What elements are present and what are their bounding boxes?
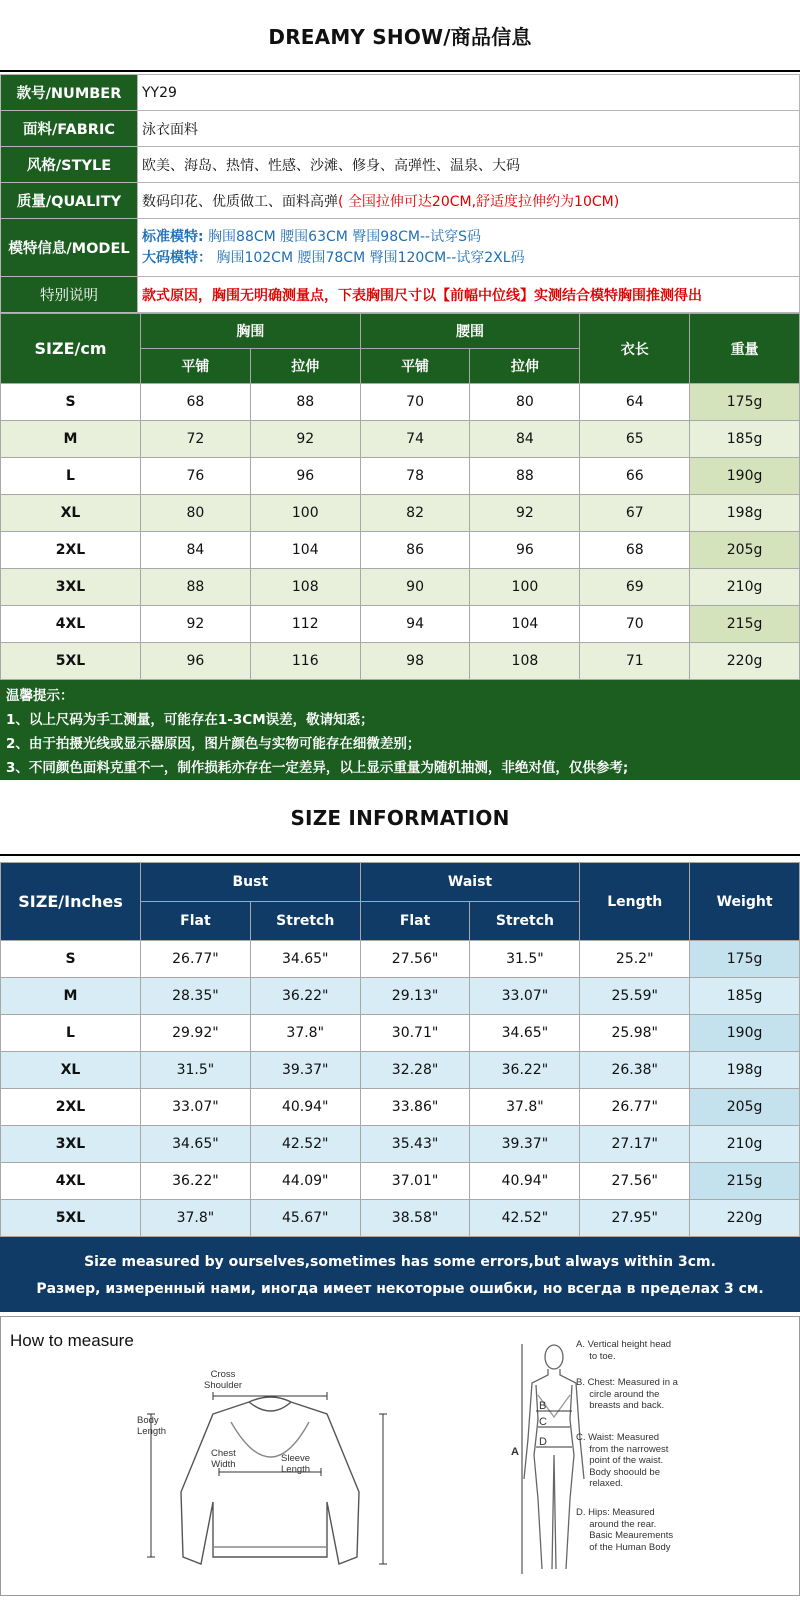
length-cell: 71 [580,643,690,680]
waist-flat-cell: 82 [360,495,470,532]
length-cell: 25.2" [580,941,690,978]
table-row [1,1015,800,1052]
length-cell: 64 [580,384,690,421]
waist-flat-cell: 86 [360,532,470,569]
tips-line: 1、以上尺码为手工测量，可能存在1-3CM误差，敬请知悉； [6,712,374,728]
waist-stretch-cell: 39.37" [470,1126,580,1163]
info-value: 泳衣面料 [138,111,800,147]
bust-stretch-cell: 112 [250,606,360,643]
section-title: SIZE INFORMATION [290,806,510,830]
waist-flat-cell: 27.56" [360,941,470,978]
bust-flat-cell: 31.5" [141,1052,251,1089]
info-label: 质量/QUALITY [1,183,138,219]
flat-header: Flat [141,902,251,941]
size-cell: 4XL [1,606,141,643]
weight-cell: 205g [690,532,800,569]
size-header: SIZE/cm [1,314,141,384]
stretch-header: 拉伸 [470,349,580,384]
tips-line: 2、由于拍摄光线或显示器原因，图片颜色与实物可能存在细微差别； [6,736,421,752]
info-label: 特别说明 [1,277,138,313]
waist-flat-cell: 78 [360,458,470,495]
table-row [1,1163,800,1200]
weight-cell: 205g [690,1089,800,1126]
info-row-number [1,75,800,111]
info-label: 风格/STYLE [1,147,138,183]
model-standard-label: 标准模特: [142,228,204,245]
bust-stretch-cell: 45.67" [250,1200,360,1237]
bust-stretch-cell: 96 [250,458,360,495]
waist-flat-cell: 94 [360,606,470,643]
note-b: B. Chest: Measured in a circle around the breasts and back. [576,1377,678,1411]
model-info [138,219,800,277]
model-standard-value: 胸围88CM 腰围63CM 臀围98CM--试穿S码 [203,228,481,245]
special-note: 款式原因，胸围无明确测量点，下表胸围尺寸以【前幅中位线】实测结合模特胸围推测得出 [138,277,800,313]
waist-stretch-cell: 84 [470,421,580,458]
bust-flat-cell: 72 [141,421,251,458]
weight-cell: 215g [690,606,800,643]
length-cell: 68 [580,532,690,569]
waist-flat-cell: 98 [360,643,470,680]
divider [0,70,800,72]
size-cell: L [1,1015,141,1052]
cross-shoulder-label: Cross Shoulder [204,1369,243,1391]
bust-flat-cell: 34.65" [141,1126,251,1163]
weight-cell: 190g [690,458,800,495]
bust-stretch-cell: 34.65" [250,941,360,978]
bust-flat-cell: 26.77" [141,941,251,978]
waist-stretch-cell: 31.5" [470,941,580,978]
disclaimer-en: Size measured by ourselves,sometimes has some errors,but always within 3cm. [84,1254,716,1270]
table-row [1,1089,800,1126]
table-row [1,495,800,532]
waist-stretch-cell: 33.07" [470,978,580,1015]
table-row [1,941,800,978]
size-header: SIZE/Inches [1,863,141,941]
weight-cell: 198g [690,1052,800,1089]
size-cell: XL [1,1052,141,1089]
bust-stretch-cell: 100 [250,495,360,532]
body-length-label: Body Length [137,1415,167,1437]
bust-flat-cell: 96 [141,643,251,680]
size-table-cm [0,313,800,680]
info-label: 模特信息/MODEL [1,219,138,277]
bust-flat-cell: 37.8" [141,1200,251,1237]
length-cell: 66 [580,458,690,495]
weight-cell: 190g [690,1015,800,1052]
how-to-measure-title: How to measure [10,1331,134,1350]
table-row [1,532,800,569]
length-cell: 65 [580,421,690,458]
waist-header: 腰围 [360,314,580,349]
sleeve-length-label: Sleeve Length [281,1453,311,1475]
table-row [1,569,800,606]
size-cell: L [1,458,141,495]
length-cell: 67 [580,495,690,532]
bust-flat-cell: 76 [141,458,251,495]
waist-stretch-cell: 108 [470,643,580,680]
how-to-measure-panel [0,1316,800,1596]
weight-cell: 220g [690,643,800,680]
quality-note: ( 全国拉伸可达20CM,舒适度拉伸约为10CM) [338,193,620,210]
quality-text: 数码印花、优质做工、面料高弹 [142,193,338,210]
waist-flat-cell: 29.13" [360,978,470,1015]
stretch-header: Stretch [250,902,360,941]
bust-stretch-cell: 92 [250,421,360,458]
flat-header: 平铺 [360,349,470,384]
stretch-header: 拉伸 [250,349,360,384]
size-table-inches [0,862,800,1237]
table-row [1,978,800,1015]
table-row [1,384,800,421]
note-a: A. Vertical height head to toe. [576,1339,672,1362]
waist-stretch-cell: 96 [470,532,580,569]
info-value: 欧美、海岛、热情、性感、沙滩、修身、高弹性、温泉、大码 [138,147,800,183]
waist-header: Waist [360,863,580,902]
weight-header: Weight [690,863,800,941]
measurement-disclaimer [0,1237,800,1312]
size-cell: 4XL [1,1163,141,1200]
waist-stretch-cell: 88 [470,458,580,495]
size-cell: XL [1,495,141,532]
length-cell: 26.77" [580,1089,690,1126]
note-d: D. Hips: Measured around the rear. Basic Meaurements of the Human Body [576,1507,674,1553]
page-title: DREAMY SHOW/商品信息 [268,24,532,49]
table-row [1,421,800,458]
model-plus-value: 胸围102CM 腰围78CM 臀围120CM--试穿2XL码 [212,249,525,266]
bust-flat-cell: 33.07" [141,1089,251,1126]
table-row [1,643,800,680]
info-label: 面料/FABRIC [1,111,138,147]
waist-stretch-cell: 34.65" [470,1015,580,1052]
bust-header: 胸围 [141,314,361,349]
waist-stretch-cell: 92 [470,495,580,532]
weight-cell: 210g [690,1126,800,1163]
waist-flat-cell: 30.71" [360,1015,470,1052]
weight-cell: 175g [690,941,800,978]
length-cell: 70 [580,606,690,643]
weight-cell: 185g [690,421,800,458]
size-cell: 2XL [1,532,141,569]
bust-stretch-cell: 39.37" [250,1052,360,1089]
weight-header: 重量 [690,314,800,384]
length-cell: 27.56" [580,1163,690,1200]
bust-flat-cell: 29.92" [141,1015,251,1052]
size-cell: M [1,978,141,1015]
length-cell: 27.95" [580,1200,690,1237]
weight-cell: 198g [690,495,800,532]
note-c: C. Waist: Measured from the narrowest point of the waist. Body shoould be relaxed. [576,1432,669,1489]
size-cell: 5XL [1,1200,141,1237]
bust-stretch-cell: 108 [250,569,360,606]
bust-flat-cell: 68 [141,384,251,421]
length-cell: 27.17" [580,1126,690,1163]
product-info-table [0,74,800,313]
bust-stretch-cell: 37.8" [250,1015,360,1052]
size-cell: 2XL [1,1089,141,1126]
waist-flat-cell: 32.28" [360,1052,470,1089]
flat-header: Flat [360,902,470,941]
waist-stretch-cell: 40.94" [470,1163,580,1200]
waist-flat-cell: 74 [360,421,470,458]
tips-line: 3、不同颜色面料克重不一，制作损耗亦存在一定差异，以上显示重量为随机抽测，非绝对值，仅供参考; [6,760,629,776]
letter-c: C [539,1416,547,1428]
bust-flat-cell: 92 [141,606,251,643]
waist-flat-cell: 37.01" [360,1163,470,1200]
flat-header: 平铺 [141,349,251,384]
waist-flat-cell: 90 [360,569,470,606]
bust-stretch-cell: 88 [250,384,360,421]
info-value: YY29 [138,75,800,111]
size-cell: S [1,941,141,978]
letter-d: D [539,1436,547,1448]
waist-stretch-cell: 104 [470,606,580,643]
bust-stretch-cell: 116 [250,643,360,680]
disclaimer-ru: Размер, измеренный нами, иногда имеет некоторые ошибки, но всегда в пределах 3 см. [36,1281,764,1297]
table-row [1,1126,800,1163]
bust-stretch-cell: 42.52" [250,1126,360,1163]
waist-flat-cell: 35.43" [360,1126,470,1163]
info-label: 款号/NUMBER [1,75,138,111]
stretch-header: Stretch [470,902,580,941]
weight-cell: 185g [690,978,800,1015]
table-row [1,1052,800,1089]
waist-stretch-cell: 100 [470,569,580,606]
size-cell: S [1,384,141,421]
bust-flat-cell: 36.22" [141,1163,251,1200]
size-cell: 3XL [1,1126,141,1163]
size-cell: M [1,421,141,458]
length-cell: 26.38" [580,1052,690,1089]
waist-flat-cell: 70 [360,384,470,421]
bust-stretch-cell: 36.22" [250,978,360,1015]
bust-flat-cell: 88 [141,569,251,606]
waist-stretch-cell: 36.22" [470,1052,580,1089]
bust-flat-cell: 84 [141,532,251,569]
bust-stretch-cell: 40.94" [250,1089,360,1126]
bust-header: Bust [141,863,361,902]
waist-stretch-cell: 80 [470,384,580,421]
bust-stretch-cell: 44.09" [250,1163,360,1200]
length-cell: 25.98" [580,1015,690,1052]
table-row [1,458,800,495]
length-header: 衣长 [580,314,690,384]
letter-a: A [511,1446,519,1458]
weight-cell: 220g [690,1200,800,1237]
info-row-quality [1,183,800,219]
info-row-special [1,277,800,313]
model-standard [142,227,795,248]
bust-flat-cell: 28.35" [141,978,251,1015]
waist-stretch-cell: 37.8" [470,1089,580,1126]
waist-stretch-cell: 42.52" [470,1200,580,1237]
table-row [1,606,800,643]
weight-cell: 215g [690,1163,800,1200]
length-cell: 69 [580,569,690,606]
waist-flat-cell: 38.58" [360,1200,470,1237]
info-value [138,183,800,219]
size-cell: 5XL [1,643,141,680]
table-row [1,1200,800,1237]
tips-box [0,680,800,780]
tips-title: 温馨提示： [6,688,74,704]
info-row-fabric [1,111,800,147]
model-plus [142,248,795,269]
length-cell: 25.59" [580,978,690,1015]
bust-flat-cell: 80 [141,495,251,532]
weight-cell: 210g [690,569,800,606]
weight-cell: 175g [690,384,800,421]
model-plus-label: 大码模特： [142,249,212,266]
waist-flat-cell: 33.86" [360,1089,470,1126]
length-header: Length [580,863,690,941]
divider [0,854,800,856]
bust-stretch-cell: 104 [250,532,360,569]
info-row-model [1,219,800,277]
info-row-style [1,147,800,183]
chest-width-label: Chest Width [211,1448,236,1470]
size-cell: 3XL [1,569,141,606]
letter-b: B [539,1400,547,1412]
